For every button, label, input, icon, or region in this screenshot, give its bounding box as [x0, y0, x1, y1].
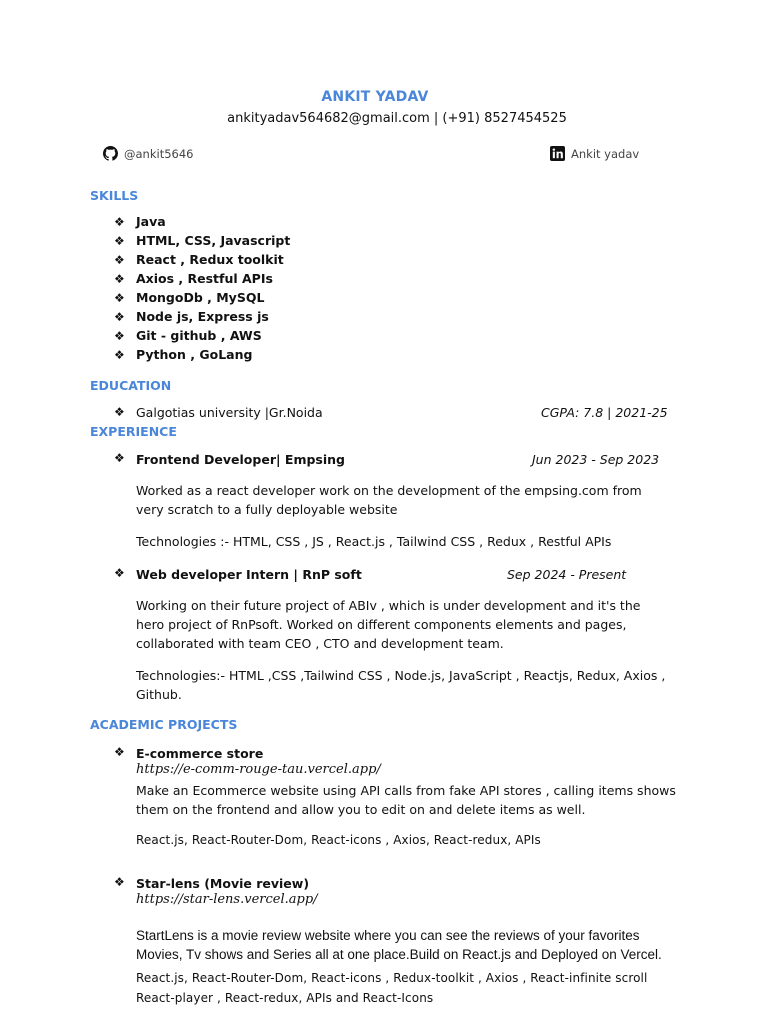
github-handle: @ankit5646 [124, 146, 194, 161]
resume-name: ANKIT YADAV [321, 89, 429, 105]
education-cgpa [541, 403, 668, 422]
project-url[interactable]: https://e-comm-rouge-tau.vercel.app/ [136, 762, 381, 777]
education-institution: Galgotias university |Gr.Noida [136, 405, 323, 420]
project-tech-line: React.js, React-Router-Dom, React-icons , Redux-toolkit , Axios , React-infinite scroll [136, 971, 648, 985]
project-name: Star-lens (Movie review) [136, 876, 310, 891]
bullet-icon: ❖ [114, 234, 125, 248]
bullet-icon: ❖ [114, 745, 125, 759]
skill-item: MongoDb , MySQL [136, 290, 265, 305]
bullet-icon: ❖ [114, 451, 125, 465]
github-link[interactable] [103, 146, 193, 161]
bullet-icon: ❖ [114, 566, 125, 580]
github-icon [103, 146, 118, 161]
skill-item: HTML, CSS, Javascript [136, 233, 291, 248]
project-desc-line: them on the frontend and allow you to edit on and delete items as well. [136, 802, 586, 817]
job-desc-line: collaborated with team CEO , CTO and development team. [136, 636, 504, 651]
cgpa-value: : 7.8 | 2021-25 [575, 405, 668, 420]
job-desc-line: very scratch to a fully deployable website [136, 502, 398, 517]
project-tech-line: React-player , React-redux, APIs and React-Icons [136, 991, 434, 1005]
bullet-icon: ❖ [114, 875, 125, 889]
bullet-icon: ❖ [114, 405, 125, 419]
project-desc-line: StartLens is a movie review website where you can see the reviews of your favorites [136, 928, 640, 943]
job-role: Web developer Intern | RnP soft [136, 567, 362, 582]
skill-item: Git - github , AWS [136, 328, 262, 343]
job-desc-line: Worked as a react developer work on the development of the empsing.com from [136, 483, 642, 498]
project-name: E-commerce store [136, 746, 264, 761]
skill-item: Java [136, 214, 166, 229]
job-dates: Jun 2023 - Sep 2023 [532, 452, 660, 467]
linkedin-name: Ankit yadav [571, 146, 640, 161]
projects-title: ACADEMIC PROJECTS [90, 717, 238, 732]
skill-item: React , Redux toolkit [136, 252, 284, 267]
job-role: Frontend Developer| Empsing [136, 452, 345, 467]
linkedin-link[interactable] [550, 146, 639, 161]
skill-item: Python , GoLang [136, 347, 253, 362]
bullet-icon: ❖ [114, 329, 125, 343]
bullet-icon: ❖ [114, 272, 125, 286]
project-desc-line: Movies, Tv shows and Series all at one place.Build on React.js and Deployed on Vercel. [136, 947, 662, 962]
job-tech-line: Technologies:- HTML ,CSS ,Tailwind CSS , Node.js, JavaScript , Reactjs, Redux, Axios , [136, 668, 666, 683]
skills-title: SKILLS [90, 188, 139, 203]
job-tech-line: Github. [136, 687, 182, 702]
bullet-icon: ❖ [114, 348, 125, 362]
bullet-icon: ❖ [114, 291, 125, 305]
contact-line: ankityadav564682@gmail.com | (+91) 8527454525 [227, 111, 567, 126]
linkedin-icon [550, 146, 565, 161]
cgpa-label: CGPA [541, 405, 576, 420]
bullet-icon: ❖ [114, 215, 125, 229]
job-dates: Sep 2024 - Present [507, 567, 627, 582]
experience-title: EXPERIENCE [90, 424, 177, 439]
skill-item: Node js, Express js [136, 309, 269, 324]
education-title: EDUCATION [90, 378, 172, 393]
project-tech: React.js, React-Router-Dom, React-icons , Axios, React-redux, APIs [136, 833, 541, 847]
project-desc-line: Make an Ecommerce website using API calls from fake API stores , calling items shows [136, 783, 676, 798]
bullet-icon: ❖ [114, 253, 125, 267]
job-desc-line: Working on their future project of ABIv , which is under development and it's the [136, 598, 641, 613]
job-tech: Technologies :- HTML, CSS , JS , React.js , Tailwind CSS , Redux , Restful APIs [136, 534, 612, 549]
project-url[interactable]: https://star-lens.vercel.app/ [136, 892, 318, 907]
skill-item: Axios , Restful APIs [136, 271, 273, 286]
job-desc-line: hero project of RnPsoft. Worked on different components elements and pages, [136, 617, 627, 632]
bullet-icon: ❖ [114, 310, 125, 324]
